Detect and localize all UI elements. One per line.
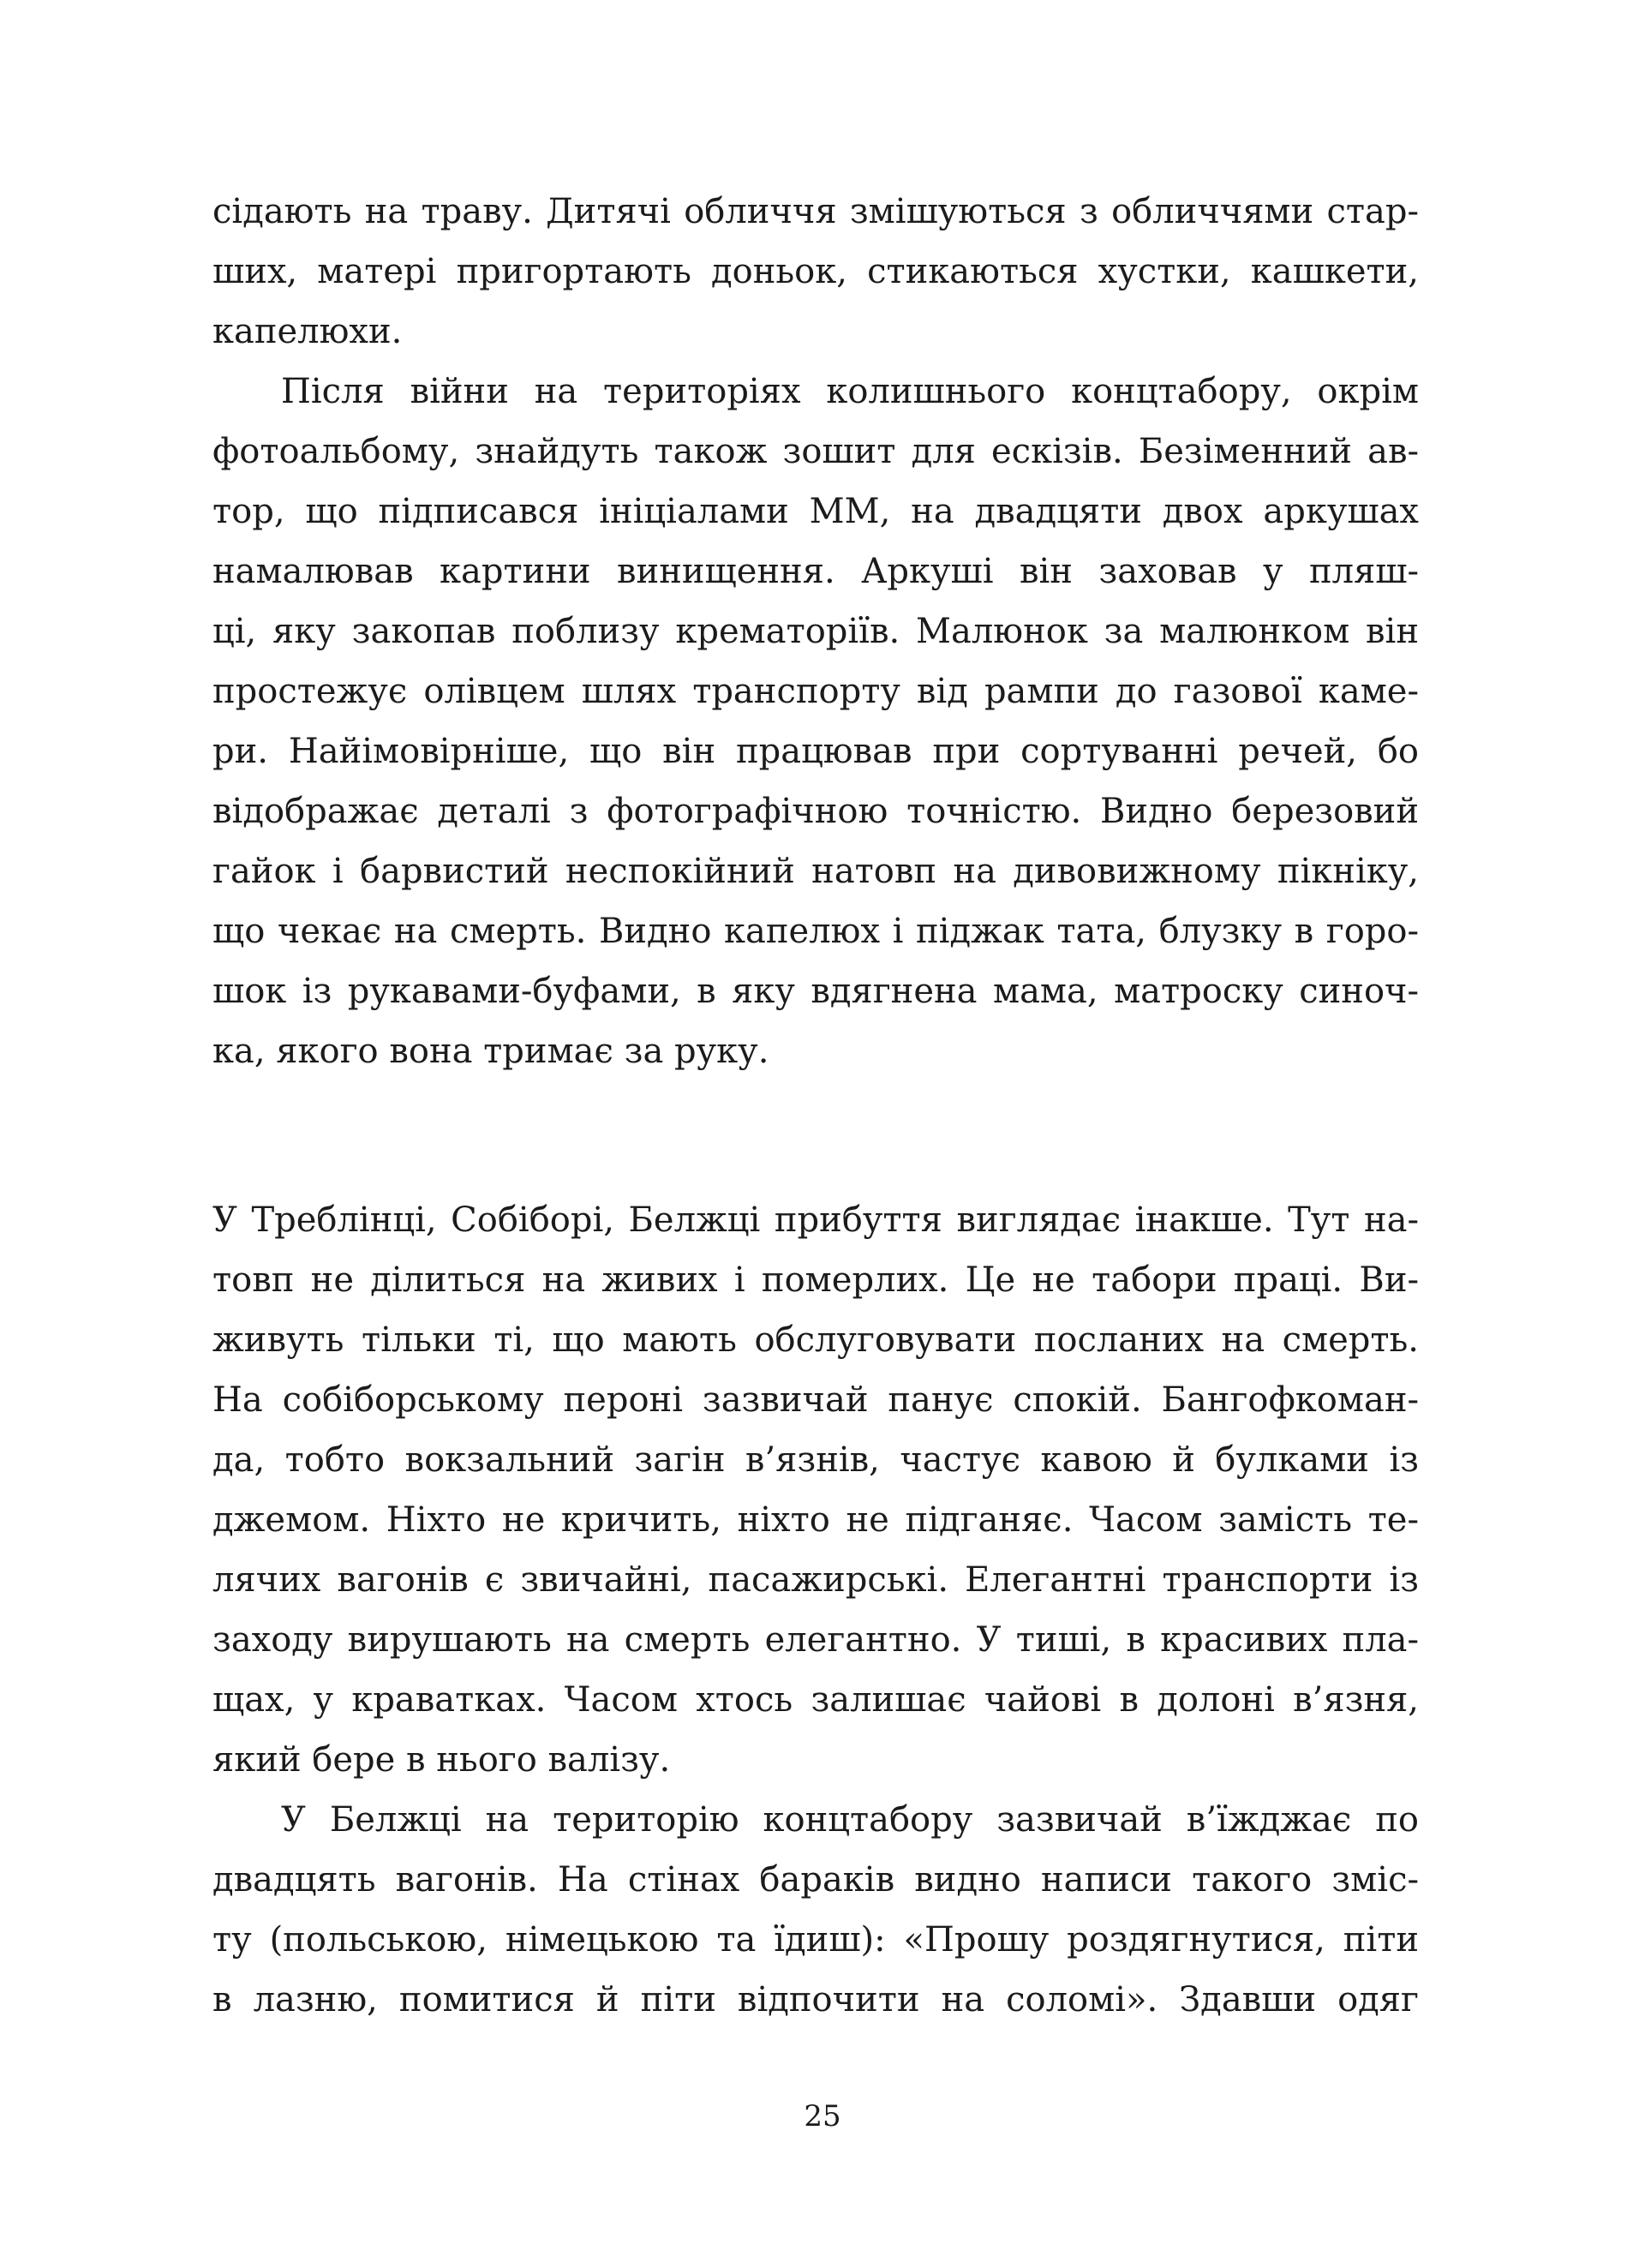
text-line: ці, яку закопав поблизу крематоріїв. Малюнок за малюнком він	[212, 612, 1419, 651]
text-line: щах, у краватках. Часом хтось залишає чайові в долоні в’язня,	[212, 1680, 1419, 1720]
text-line: гайок і барвистий неспокійний натовп на дивовижному пікніку,	[212, 852, 1419, 891]
text-line: На собіборському пероні зазвичай панує спокій. Бангофкоман-	[212, 1380, 1419, 1420]
text-line: ту (польською, німецькою та їдиш): «Прошу роздягнутися, піти	[212, 1920, 1419, 1960]
text-section	[212, 1190, 1419, 2030]
paragraph	[212, 1790, 1419, 2030]
text-line: У Треблінці, Собіборі, Белжці прибуття виглядає інакше. Тут на-	[212, 1200, 1419, 1240]
text-line: який бере в нього валізу.	[212, 1740, 671, 1780]
page-number: 25	[804, 2099, 841, 2133]
text-line: ших, матері пригортають доньок, стикаються хустки, кашкети,	[212, 252, 1419, 291]
text-line: тор, що підписався ініціалами ММ, на двадцяти двох аркушах	[212, 492, 1419, 531]
text-line: що чекає на смерть. Видно капелюх і піджак тата, блузку в горо-	[212, 912, 1419, 951]
paragraph	[212, 182, 1419, 362]
text-line: в лазню, помитися й піти відпочити на соломі». Здавши одяг	[212, 1980, 1419, 2020]
text-line: джемом. Ніхто не кричить, ніхто не підганяє. Часом замість те-	[212, 1500, 1419, 1540]
text-line: фотоальбому, знайдуть також зошит для ескізів. Безіменний ав-	[212, 432, 1419, 471]
text-line: простежує олівцем шлях транспорту від рампи до газової каме-	[212, 672, 1419, 711]
text-line: Після війни на територіях колишнього концтабору, окрім	[281, 372, 1419, 411]
paragraph	[212, 362, 1419, 1081]
text-line: ка, якого вона тримає за руку.	[212, 1032, 769, 1071]
text-line: ри. Найімовірніше, що він працював при сортуванні речей, бо	[212, 732, 1419, 771]
text-line: двадцять вагонів. На стінах бараків видно написи такого зміс-	[212, 1860, 1419, 1900]
text-line: да, тобто вокзальний загін в’язнів, частує кавою й булками із	[212, 1440, 1419, 1480]
text-line: живуть тільки ті, що мають обслуговувати посланих на смерть.	[212, 1320, 1419, 1360]
paragraph	[212, 1190, 1419, 1790]
text-line: товп не ділиться на живих і померлих. Це не табори праці. Ви-	[212, 1260, 1419, 1300]
text-line: капелюхи.	[212, 312, 403, 351]
text-line: намалював картини винищення. Аркуші він заховав у пляш-	[212, 552, 1419, 591]
text-line: сідають на траву. Дитячі обличчя змішуються з обличчями стар-	[212, 192, 1419, 231]
text-line: заходу вирушають на смерть елегантно. У тиші, в красивих пла-	[212, 1620, 1419, 1660]
text-line: відображає деталі з фотографічною точністю. Видно березовий	[212, 792, 1419, 831]
text-section	[212, 182, 1419, 1081]
text-line: шок із рукавами-буфами, в яку вдягнена мама, матроску синоч-	[212, 972, 1419, 1011]
page-text	[212, 182, 1419, 2030]
text-line: У Белжці на територію концтабору зазвичай в’їжджає по	[281, 1800, 1419, 1840]
text-line: лячих вагонів є звичайні, пасажирські. Елегантні транспорти із	[212, 1560, 1419, 1600]
